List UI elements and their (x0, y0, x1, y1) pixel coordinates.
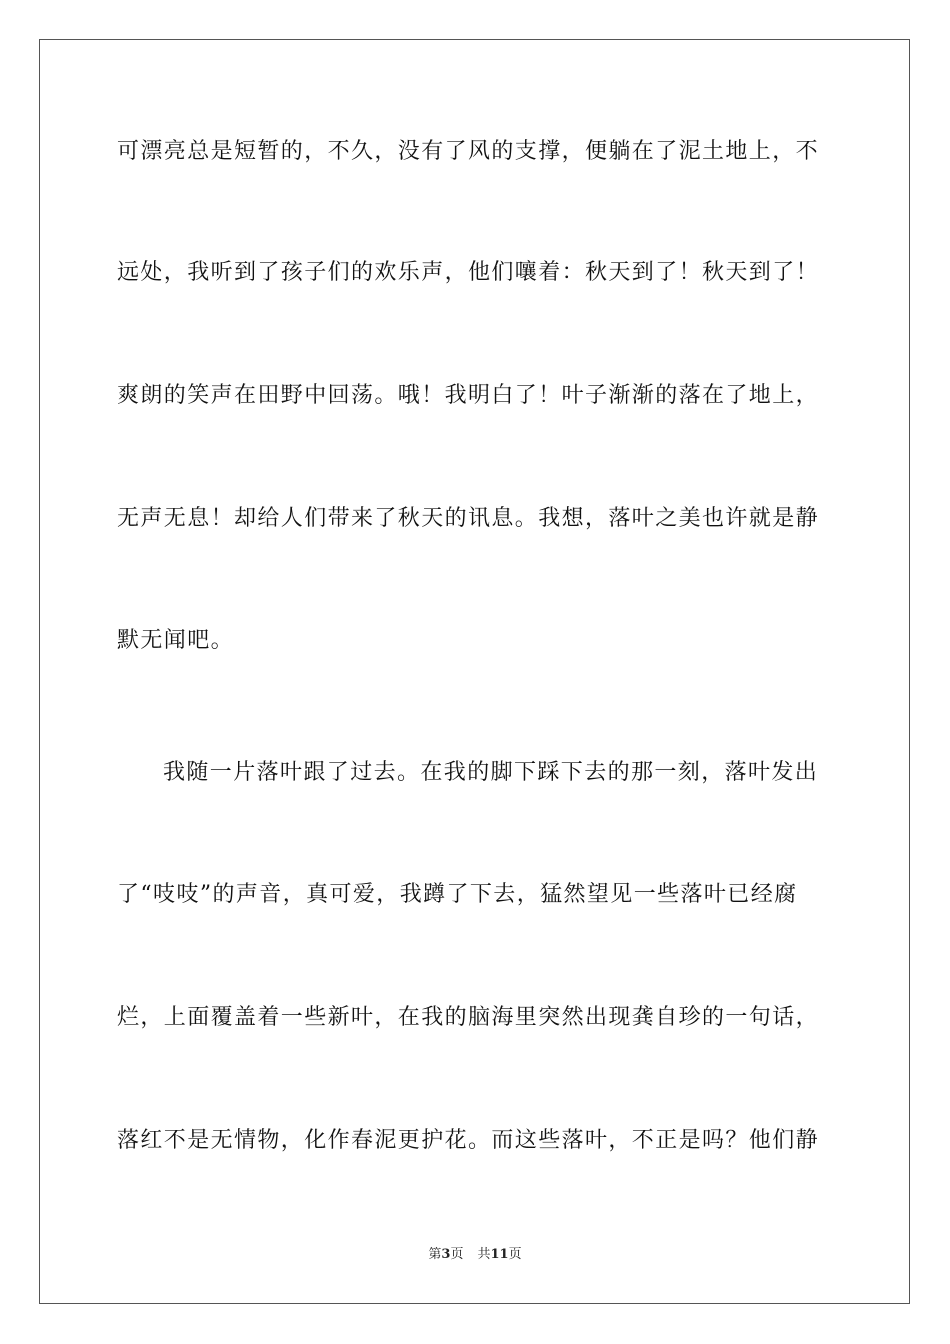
text-line-5: 默无闻吧。 (117, 628, 235, 653)
page-current: 3 (441, 1247, 451, 1262)
text-line-9: 落红不是无情物，化作春泥更护花。而这些落叶，不正是吗？他们静 (117, 1128, 820, 1153)
text-line-4: 无声无息！却给人们带来了秋天的讯息。我想，落叶之美也许就是静 (117, 506, 820, 531)
text-line-3: 爽朗的笑声在田野中回荡。哦！我明白了！叶子渐渐的落在了地上， (117, 383, 820, 408)
page-prefix: 第 (428, 1247, 442, 1262)
total-suffix: 页 (508, 1247, 522, 1262)
text-line-8: 烂，上面覆盖着一些新叶，在我的脑海里突然出现龚自珍的一句话， (117, 1005, 820, 1030)
total-prefix: 共 (477, 1247, 491, 1262)
text-line-7: 了“吱吱”的声音，真可爱，我蹲了下去，猛然望见一些落叶已经腐 (117, 882, 798, 907)
page-footer (0, 1246, 950, 1264)
text-line-2: 远处，我听到了孩子们的欢乐声，他们嚷着：秋天到了！秋天到了！ (117, 260, 820, 285)
page-total: 11 (490, 1247, 509, 1262)
text-line-6: 我随一片落叶跟了过去。在我的脚下踩下去的那一刻，落叶发出 (163, 760, 819, 785)
page-suffix: 页 (450, 1247, 464, 1262)
text-line-1: 可漂亮总是短暂的，不久，没有了风的支撑，便躺在了泥土地上，不 (117, 139, 820, 164)
page-frame (39, 39, 910, 1304)
